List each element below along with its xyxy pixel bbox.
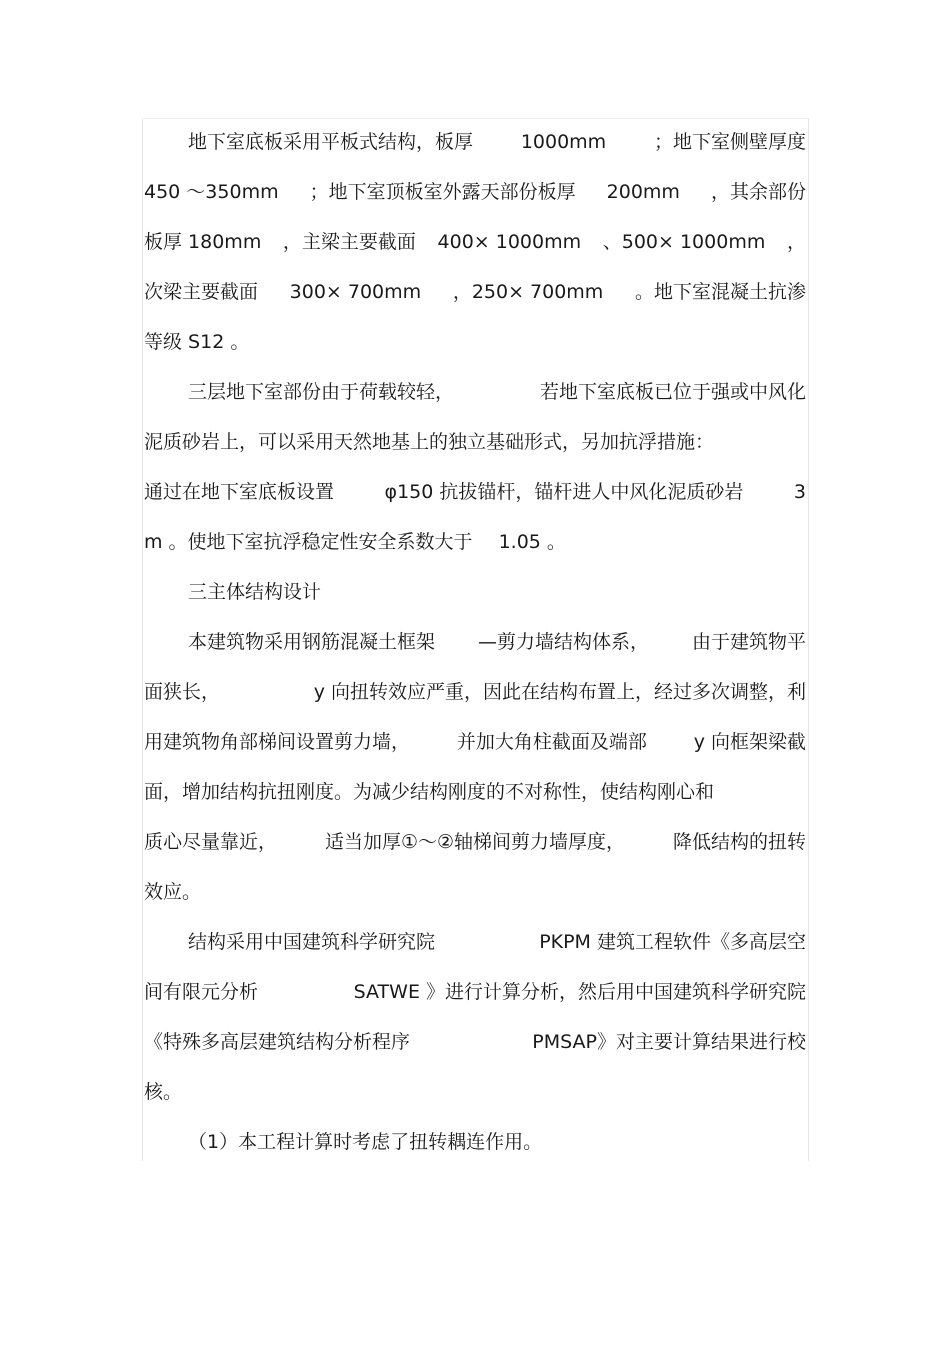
text-segment: 适当加厚①～②轴梯间剪力墙厚度， — [324, 831, 626, 853]
text-line — [144, 217, 806, 267]
text-segment: 400× 1000mm — [437, 231, 582, 253]
text-segment: 、500× 1000mm — [602, 231, 766, 253]
text-segment: 三主体结构设计 — [188, 581, 322, 603]
text-segment: PMSAP》对主要计算结果进行校 — [532, 1031, 806, 1053]
text-segment: 等级 S12 。 — [144, 331, 250, 353]
text-segment: 《特殊多高层建筑结构分析程序 — [144, 1031, 411, 1053]
text-segment: PKPM 建筑工程软件《多高层空 — [539, 931, 806, 953]
text-segment: 泥质砂岩上，可以采用天然地基上的独立基础形式，另加抗浮措施： — [144, 431, 715, 453]
text-line — [144, 767, 806, 817]
text-segment: ，其余部份 — [710, 181, 806, 203]
text-segment: 面狭长， — [144, 681, 221, 703]
text-segment: 地下室底板采用平板式结构，板厚 — [188, 131, 474, 153]
text-line — [144, 167, 806, 217]
text-line — [144, 117, 806, 167]
text-segment: 降低结构的扭转 — [672, 831, 806, 853]
text-line — [144, 517, 806, 567]
text-segment: 1000mm — [520, 131, 607, 153]
text-segment: ，250× 700mm — [452, 281, 604, 303]
text-segment: 质心尽量靠近， — [144, 831, 278, 853]
text-segment: 板厚 180mm — [144, 231, 262, 253]
text-segment: ，主梁主要截面 — [282, 231, 416, 253]
text-segment: ；地下室顶板室外露天部份板厚 — [309, 181, 576, 203]
text-line — [144, 1117, 806, 1167]
text-segment: 450 ～350mm — [144, 181, 279, 203]
text-segment: m 。使地下室抗浮稳定性安全系数大于 — [144, 531, 473, 553]
text-segment: 次梁主要截面 — [144, 281, 259, 303]
text-segment: 3 — [793, 481, 806, 503]
text-segment: 效应。 — [144, 881, 202, 903]
text-segment: —剪力墙结构体系， — [477, 631, 649, 653]
text-segment: φ150 抗拔锚杆，锚杆进人中风化泥质砂岩 — [384, 481, 744, 503]
text-line — [144, 417, 806, 467]
text-segment: ；地下室侧壁厚度 — [653, 131, 806, 153]
text-segment: y 向扭转效应严重，因此在结构布置上，经过多次调整，利 — [313, 681, 806, 703]
text-segment: 间有限元分析 — [144, 981, 259, 1003]
text-line — [144, 967, 806, 1017]
text-line — [144, 1067, 806, 1117]
text-segment: 。地下室混凝土抗渗 — [634, 281, 806, 303]
text-segment: SATWE 》进行计算分析，然后用中国建筑科学研究院 — [353, 981, 806, 1003]
text-line — [144, 467, 806, 517]
text-line — [144, 717, 806, 767]
text-segment: y 向框架梁截 — [693, 731, 806, 753]
text-line — [144, 317, 806, 367]
text-segment: ， — [786, 231, 806, 253]
text-segment: （1）本工程计算时考虑了扭转耦连作用。 — [188, 1131, 543, 1153]
text-line — [144, 367, 806, 417]
text-segment: 面，增加结构抗扭刚度。为减少结构刚度的不对称性，使结构刚心和 — [144, 781, 715, 803]
text-line — [144, 917, 806, 967]
text-line — [144, 867, 806, 917]
text-segment: 通过在地下室底板设置 — [144, 481, 335, 503]
text-segment: 三层地下室部份由于荷载较轻， — [188, 381, 455, 403]
text-line — [144, 567, 806, 617]
text-segment: 由于建筑物平 — [691, 631, 806, 653]
text-line — [144, 617, 806, 667]
text-segment: 1.05 。 — [498, 531, 566, 553]
text-segment: 若地下室底板已位于强或中风化 — [539, 381, 806, 403]
text-line — [144, 667, 806, 717]
text-segment: 并加大角柱截面及端部 — [456, 731, 647, 753]
text-segment: 核。 — [144, 1081, 183, 1103]
text-segment: 本建筑物采用钢筋混凝土框架 — [188, 631, 436, 653]
text-segment: 200mm — [606, 181, 680, 203]
text-segment: 300× 700mm — [289, 281, 422, 303]
document-body — [144, 117, 806, 1167]
text-line — [144, 267, 806, 317]
text-line — [144, 817, 806, 867]
text-segment: 用建筑物角部梯间设置剪力墙， — [144, 731, 411, 753]
text-line — [144, 1017, 806, 1067]
text-segment: 结构采用中国建筑科学研究院 — [188, 931, 436, 953]
